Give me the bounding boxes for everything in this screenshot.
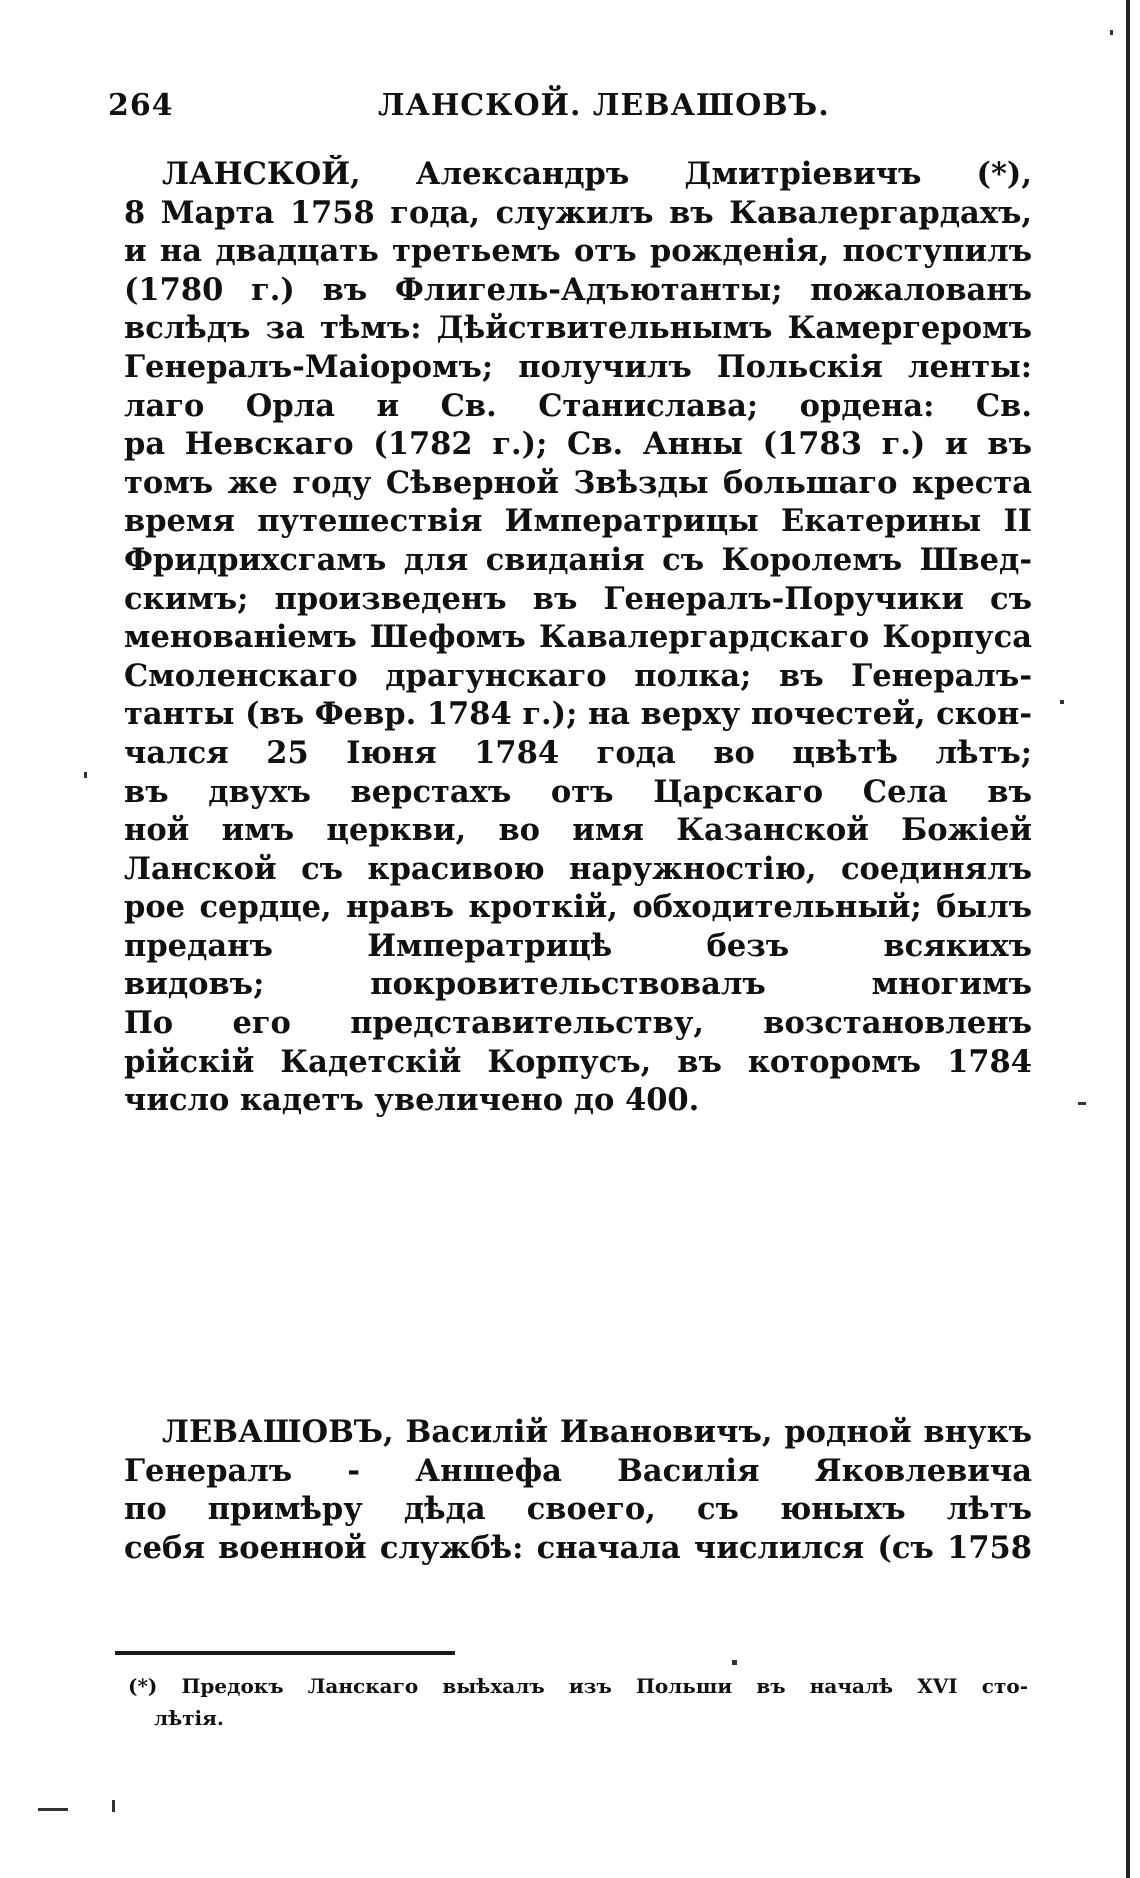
print-speck (1060, 700, 1064, 704)
text-line: ной имъ церкви, во имя Казанской Божіей (124, 812, 1032, 849)
text-line: время путешествія Императрицы Екатерины II (124, 503, 1032, 540)
text-line: Генералъ - Аншефа Василія Яковлевича (124, 1452, 1032, 1489)
footnote-line: (*) Предокъ Ланскаго выѣхалъ изъ Польши въ началѣ XVI сто- (128, 1674, 1028, 1698)
footnote-divider (115, 1651, 455, 1655)
text-line: видовъ; покровительствовалъ многимъ (124, 966, 1032, 1003)
text-line: лаго Орла и Св. Станислава; ордена: Св. (124, 387, 1032, 424)
article-levashov (124, 1413, 1032, 1567)
print-speck (732, 1660, 737, 1665)
page-header (108, 88, 1038, 128)
footnote-line: лѣтія. (154, 1706, 224, 1730)
text-line-last: число кадетъ увеличено до 400. (124, 1082, 700, 1119)
text-line: (1780 г.) въ Флигель-Адъютанты; пожалованъ (124, 271, 1032, 308)
text-line: ра Невскаго (1782 г.); Св. Анны (1783 г.) и въ (124, 426, 1032, 463)
footnote (128, 1670, 1028, 1734)
print-speck (84, 772, 87, 778)
print-speck (1078, 1102, 1086, 1105)
text-line: вслѣдъ за тѣмъ: Дѣйствительнымъ Камергеромъ (124, 310, 1032, 347)
page-edge-rule (1126, 0, 1130, 1878)
text-line: рое сердце, нравъ кроткій, обходительный; былъ (124, 889, 1032, 926)
text-line: рійскій Кадетскій Корпусъ, въ которомъ 1784 (124, 1043, 1032, 1080)
text-line: танты (въ Февр. 1784 г.); на верху почестей, скон- (124, 696, 1032, 733)
text-line: и на двадцать третьемъ отъ рожденія, поступилъ (124, 233, 1032, 270)
running-head: ЛАНСКОЙ. ЛЕВАШОВЪ. (378, 88, 830, 123)
text-line: томъ же году Сѣверной Звѣзды большаго креста (124, 464, 1032, 501)
text-line: По его представительству, возстановленъ (124, 1005, 1032, 1042)
text-line: въ двухъ верстахъ отъ Царскаго Села въ (124, 773, 1032, 810)
text-line: по примѣру дѣда своего, съ юныхъ лѣтъ (124, 1491, 1032, 1528)
text-line: 8 Марта 1758 года, служилъ въ Кавалергардахъ, (124, 194, 1032, 231)
text-line: чался 25 Іюня 1784 года во цвѣтѣ лѣтъ; (124, 734, 1032, 771)
article-lanskoy (124, 155, 1032, 1120)
text-line: преданъ Императрицѣ безъ всякихъ (124, 927, 1032, 964)
print-speck (1110, 30, 1113, 35)
text-line: менованіемъ Шефомъ Кавалергардскаго Корпуса (124, 619, 1032, 656)
text-line: Генералъ-Маіоромъ; получилъ Польскія ленты: (124, 348, 1032, 385)
text-line: ЛЕВАШОВЪ, Василій Ивановичъ, родной внукъ (162, 1414, 1032, 1450)
print-speck (112, 1800, 115, 1812)
text-line: Ланской съ красивою наружностію, соединялъ (124, 850, 1032, 887)
text-line: скимъ; произведенъ въ Генералъ-Поручики съ (124, 580, 1032, 617)
text-line: Фридрихсгамъ для свиданія съ Королемъ Швед- (124, 541, 1032, 578)
page-number: 264 (108, 88, 174, 123)
text-line: себя военной службѣ: сначала числился (съ 1758 (124, 1529, 1032, 1566)
text-line: ЛАНСКОЙ, Александръ Дмитріевичъ (*), (162, 156, 1032, 192)
print-speck (38, 1808, 68, 1811)
text-line: Смоленскаго драгунскаго полка; въ Генералъ- (124, 657, 1032, 694)
